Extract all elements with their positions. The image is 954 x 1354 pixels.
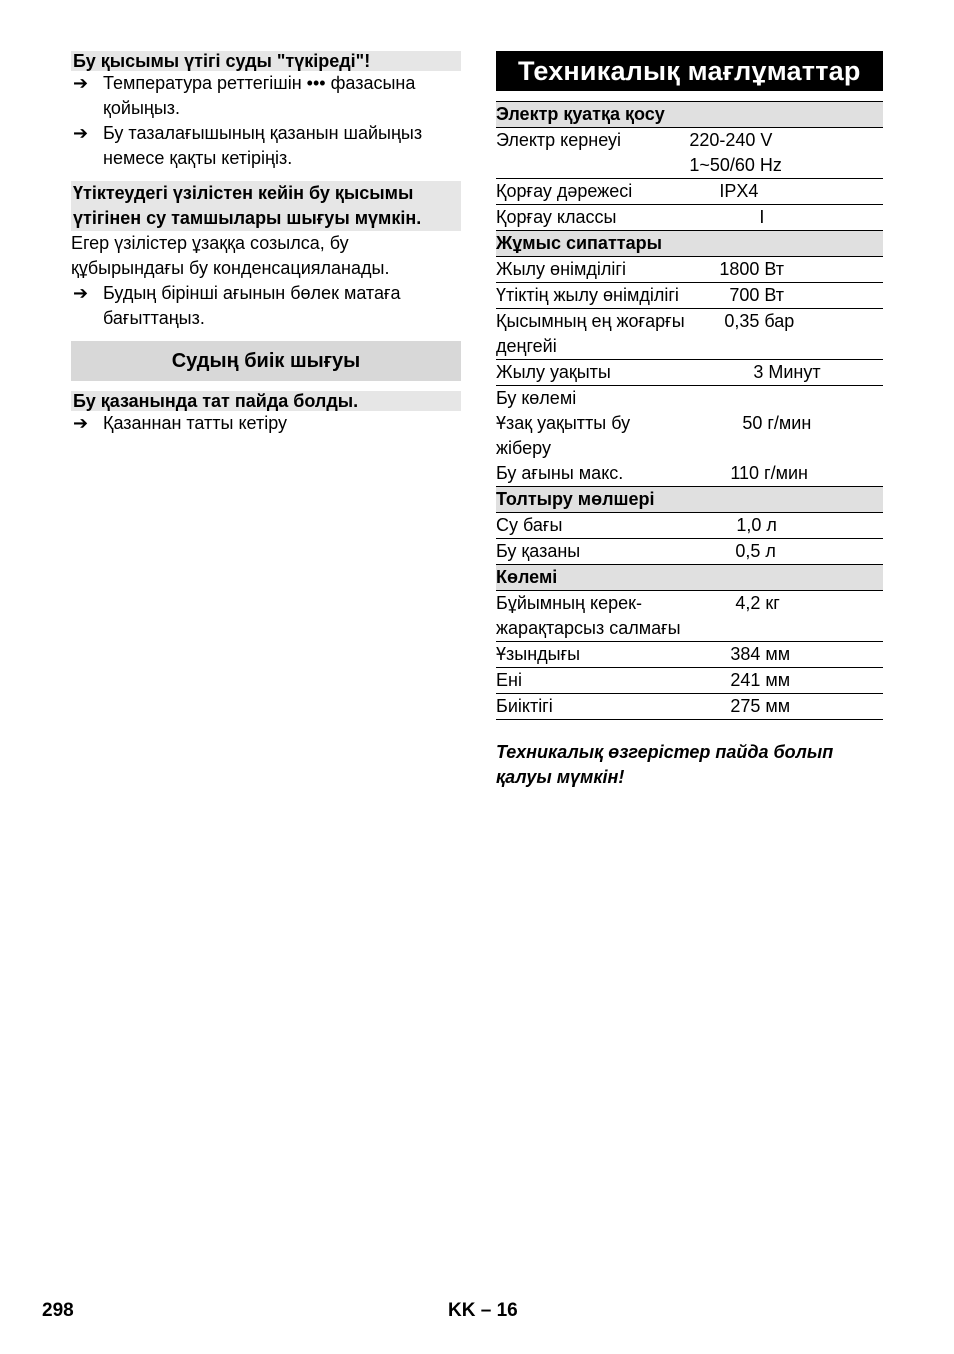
table-row: 1~50/60 Hz — [689, 155, 782, 175]
issue-title-rust: Бу қазанында тат пайда болды. — [71, 391, 461, 411]
arrow-right-icon: ➔ — [73, 123, 89, 143]
paragraph: Егер үзілістер ұзаққа созылса, бу құбырындағы бу конденсацияланады. — [71, 233, 390, 278]
table-row: Бу қазаны 0,5 л — [496, 539, 883, 565]
arrow-right-icon: ➔ — [73, 73, 89, 93]
arrow-right-icon: ➔ — [73, 283, 89, 303]
section-code: KK – 16 — [448, 1300, 518, 1321]
table-row: Электр кернеуі 220-240 V — [496, 128, 883, 154]
table-row: Қорғау классы I — [496, 205, 883, 231]
table-row: Ұзақ уақытты бу жіберу 50 г/мин — [496, 413, 812, 458]
page-number: 298 — [42, 1300, 74, 1321]
table-row: Қорғау дәрежесі IPX4 — [496, 179, 883, 205]
page-title: Техникалық мағлұматтар — [496, 51, 883, 91]
technical-changes-note: Техникалық өзгерістер пайда болып қалуы мүмкін! — [496, 742, 834, 787]
left-column — [71, 51, 461, 436]
table-row: Су бағы 1,0 л — [496, 513, 883, 539]
list-item: ➔ Бу тазалағышының қазанын шайыңыз немесе қақты кетіріңіз. — [71, 121, 461, 171]
table-row: Биіктігі 275 мм — [496, 694, 883, 720]
issue-title-drops: Үтіктеудегі үзілістен кейін бу қысымы үтігінен су тамшылары шығуы мүмкін. — [71, 181, 461, 231]
table-row: Бұйымның керек-жарақтарсыз салмағы 4,2 кг — [496, 591, 883, 642]
section-heading: Судың биік шығуы — [71, 341, 461, 381]
table-row: Бу ағыны макс. 110 г/мин — [496, 463, 808, 483]
list-item: ➔ Температура реттегішін ••• фазасына қойыңыз. — [71, 71, 461, 121]
spec-table — [496, 101, 883, 720]
table-row: Ені 241 мм — [496, 668, 883, 694]
table-row: Қысымның ең жоғарғы деңгейі 0,35 бар — [496, 309, 883, 360]
list-item: ➔ Будың бірінші ағынын бөлек матаға бағыттаңыз. — [71, 281, 461, 331]
issue-title-spitting: Бу қысымы үтігі суды "түкіреді"! — [71, 51, 461, 71]
table-group-header: Толтыру мөлшері — [496, 487, 883, 513]
table-group-header: Жұмыс сипаттары — [496, 231, 883, 257]
arrow-right-icon: ➔ — [73, 413, 89, 433]
table-row: Ұзындығы 384 мм — [496, 642, 883, 668]
table-row: Жылу уақыты 3 Минут — [496, 360, 883, 386]
table-row: Жылу өнімділігі 1800 Вт — [496, 257, 883, 283]
table-group-header: Көлемі — [496, 565, 883, 591]
list-item: ➔ Қазаннан татты кетіру — [71, 411, 461, 436]
right-column — [496, 51, 883, 790]
table-row: Бу көлемі — [496, 386, 883, 412]
table-group-header: Электр қуатқа қосу — [496, 102, 883, 128]
table-row: Үтіктің жылу өнімділігі 700 Вт — [496, 283, 883, 309]
